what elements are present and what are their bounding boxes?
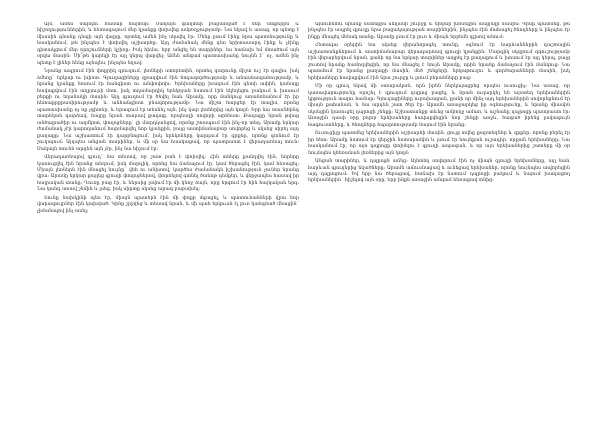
- paragraph: Հետագա օրերին նա սկսեց վերանորոգել տունը, օգնում էր հարևաններին դաշտային աշխատանքներում և աստիճանաբար վերադարձավ գյուղի կյանքին: Մարդիկ սկզբում զգուշությամբ էին վերաբերվում նրան, քանի որ նա երկար տարիներ ապրել էր քաղաքում և խոսում էր այլ կերպ, բայց շուտով նրանք համոզվեցին, որ նա մնացել է նույն Արամը, որին նրանք ճանաչում էին մանկուց: Նա պատմում էր նրանց քաղաքի մասին, մեծ շենքերի, երկաթուղու և գործարանների մասին, իսկ երեխաները հավաքվում էին նրա շուրջը և լսում բերանները բաց:: [308, 43, 570, 81]
- paragraph: Տունը նախկինի պես էր, միայն պատերն էին մի փոքր մգացել, և պատուհանների վրա նոր վարագույրներ էին կախված: Կինը շրջվեց և տեսավ նրան, և մի պահ երկուսն էլ լուռ կանգնած մնացին` չիմանալով ինչ ասել:: [37, 195, 299, 214]
- left-text-column: [37, 22, 299, 410]
- paragraph: Վերադառնալով գյուղ` նա տեսավ, որ շատ բան է փոխվել: Հին տները քանդվել էին, նորերը կառուցվել էին նրանց տեղում, իսկ մարդիկ, որոնց նա ճանաչում էր, կամ ծերացել էին, կամ հեռացել: Միայն լեռներն էին մնացել նույնը` վեհ ու անխռով, կարծես ժամանակն իշխանություն չուներ նրանց վրա: Արամը երկար քայլեց գյուղի փողոցներով, փորձելով գտնել ծանոթ դեմքեր, և վերջապես հասավ իր հայրական տանը: Դուռը բաց էր, և ներսից լսվում էր մի կնոջ ձայն, որը երգում էր հին հայկական երգ: Նա կանգ առավ շեմին և լսեց, իսկ սիրտը սկսեց արագ բաբախել:: [37, 155, 299, 193]
- paragraph: Անցան տարիներ, և դպրոցն աճեց: Այնտեղ սովորում էին ոչ միայն գյուղի երեխաները, այլ նաև հարևան գյուղերից եկածները: Արամն ամուսնացավ և ունեցավ երեխաներ, որոնք նույնպես սովորեցին այդ դպրոցում: Եվ երբ նա ծերացավ, հաճախ էր նստում դպրոցի բակում և նայում խաղացող երեխաներին` հիշելով այն օրը, երբ ինքն առաջին անգամ հեռացավ տնից:: [308, 159, 570, 184]
- paragraph: Նրանք ապրում էին փոքրիկ գյուղում, լեռների ստորոտին, որտեղ գարունը միշտ ուշ էր գալիս, իսկ ձմեռը` երկար ու խիստ: Գյուղացիները զբաղվում էին հողագործությամբ և անասնապահությամբ, և նրանց կյանքը հոսում էր հանգիստ ու անփոփոխ: Երեխաները խաղում էին գետի ափին, կանայք հավաքվում էին աղբյուրի մոտ, իսկ տղամարդիկ երեկոյան նստում էին եկեղեցու բակում և խոսում բերքի ու եղանակի մասին: Այդ գյուղում էր ծնվել նաև Արամը, որը մանկուց առանձնանում էր իր հետաքրքրասիրությամբ և անհանգիստ բնավորությամբ: Նա միշտ հարցեր էր տալիս, որոնց պատասխանը ոչ ոք չգիտեր, և երազում էր տեսնել այն, ինչ կար լեռներից այն կողմ: Երբ նա տասնհինգ տարեկան դարձավ, հայրը նրան տարավ քաղաք, որպեսզի սովորի արհեստ: Քաղաքը նրան թվաց անծայրածիր ու աղմկոտ, փողոցները` լի մարդկանցով, որոնք շտապում էին ինչ-որ տեղ: Արամը երկար ժամանակ չէր կարողանում հարմարվել նոր կյանքին, բայց աստիճանաբար սովորեց և սկսեց սիրել այդ քաղաքը: Նա աշխատում էր դարբնոցում, իսկ երեկոները կարդում էր գրքեր, որոնք գտնում էր շուկայում: Այդպես անցան տարիներ, և մի օր նա հասկացավ, որ պատրաստ է վերադառնալ տուն: Սակայն տունն արդեն այն չէր, ինչ նա հիշում էր:: [37, 69, 299, 152]
- paragraph: Ուսուցիչը պատմեց երեխաներին աշխարհի մասին, ցույց տվեց քարտեզներ և գրքեր, որոնք բերել էր իր հետ: Արամը նստում էր վերջին նստարանին և լսում էր նույնքան ուշադիր, որքան երեխաները: Նա հասկանում էր, որ այս դպրոցը փոխելու է գյուղի ապագան, և որ այս երեխաներից շատերը մի օր նույնպես կհեռանան լեռներից այն կողմ:: [308, 131, 570, 156]
- right-text-column: [308, 22, 570, 410]
- paragraph: Այնուհետև նրանք նստեցին սեղանի շուրջը և երկար խոսեցին անցյալի մասին: Կինը պատմեց, թե ինչպես էր ապրել գյուղը նրա բացակայության տարիներին, ինչպես էին մահացել ծնողները և ինչպես էր ինքը մնացել մենակ տանը: Արամը լսում էր լուռ և միայն երբեմն գլխով անում:: [308, 22, 570, 40]
- paragraph: Այն, ամեն մարդու համար հայտնի: Սակայն գաղտնի բացառված է մեր մտքերին և հիշողություններին, և հետագայում մեր կյանքը փոխվեց ամբողջությամբ: Նա եկավ և ասաց, որ պետք է միասին գնանք դեպի այն վայրը, որտեղ ամեն ինչ սկսվել էր: Մենք լսում էինք նրա պատմությունը և հասկանում, թե ինչպես է փոխվել աշխարհը: Այդ ժամանակ մենք դեռ երիտասարդ էինք և չէինք գիտակցում մեր որոշումների կշիռը: Իսկ հիմա, երբ անցել են տարիներ, ես հաճախ եմ մտածում այն օրվա մասին: Մի՞թե կարելի էր այլ կերպ վարվել: Ամեն անգամ պատասխանը նույնն է` ոչ, ամեն ինչ պետք է լիներ հենց այնպես, ինչպես եղավ:: [37, 22, 299, 66]
- paragraph: Մի օր գյուղ եկավ մի օտարական, որն իրեն ներկայացրեց որպես ուսուցիչ: Նա ասաց, որ կառավարությունը որոշել է գյուղում դպրոց բացել, և նրան ուղարկել են այստեղ երեխաներին կրթություն տալու համար: Գյուղացիները ուրախացան, քանի որ մինչ այդ երեխաներին սովորեցնում էր միայն քահանան, և նա արդեն շատ ծեր էր: Արամն առաջարկեց իր օգնությունը, և նրանք միասին սկսեցին կառուցել դպրոցի շենքը: Աշխատանքը տևեց ամբողջ ամառ, և աշնանը դպրոցը պատրաստ էր: Առաջին դասի օրը բոլոր երեխաները հավաքվեցին նոր շենքի առջև, հագած իրենց լավագույն հագուստները, և ծնողները հպարտությամբ նայում էին նրանց:: [308, 84, 570, 128]
